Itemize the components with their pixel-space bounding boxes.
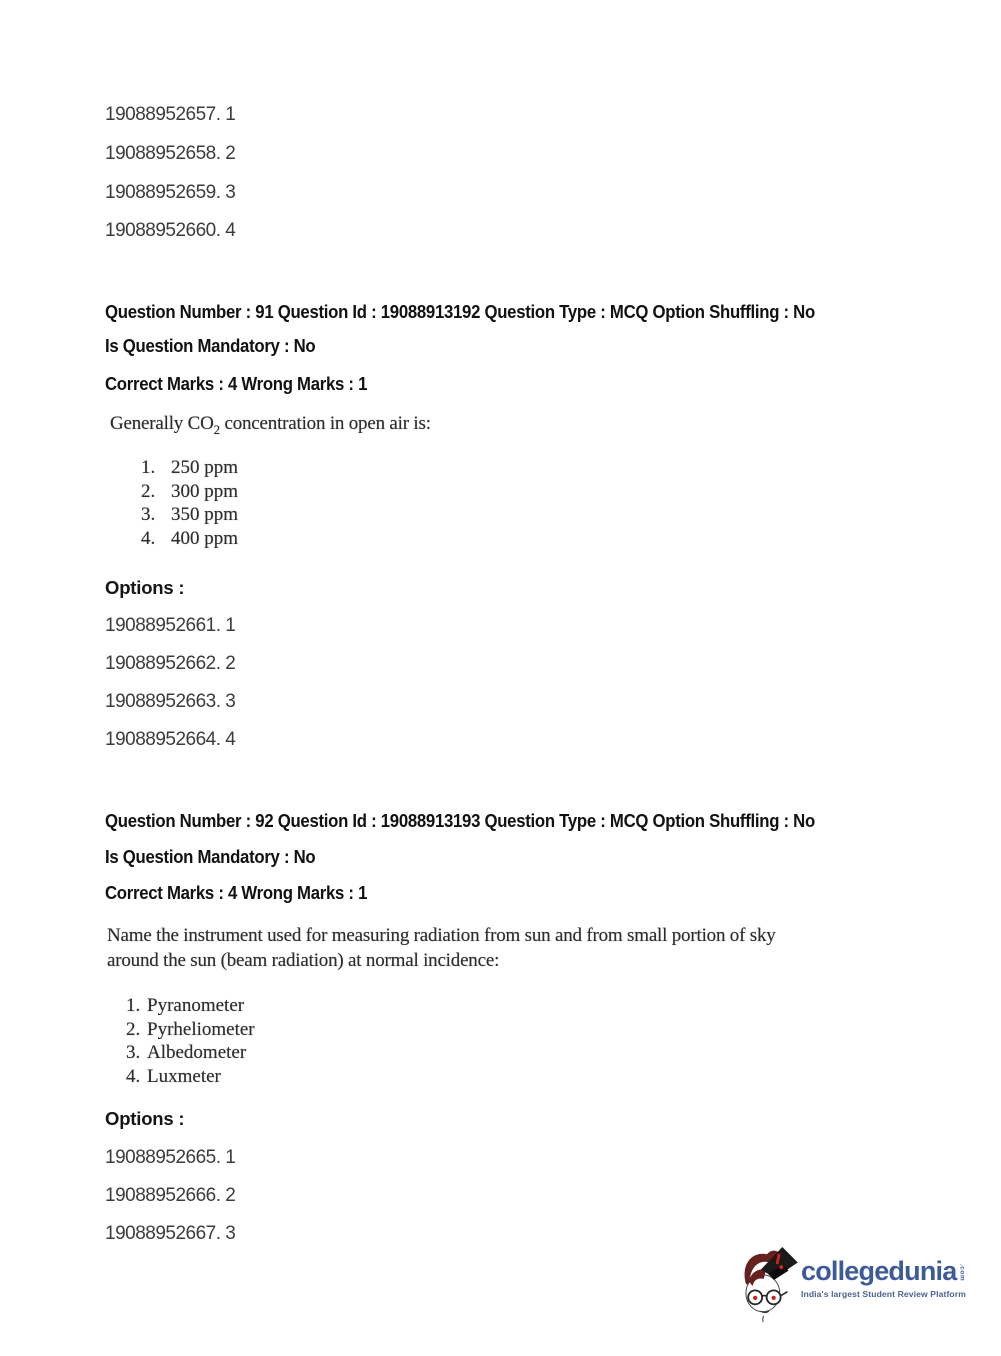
option-id-row: 19088952665. 1 xyxy=(105,1147,236,1168)
question-92-mandatory-line: Is Question Mandatory : No xyxy=(105,847,316,867)
choice-row: 4. 400 ppm xyxy=(141,527,239,549)
question-92-options-label: Options : xyxy=(105,1108,185,1129)
question-91-options-label: Options : xyxy=(105,577,185,598)
choice-row: 2. 300 ppm xyxy=(141,480,239,502)
choice-row: 1. Pyranometer xyxy=(126,995,245,1016)
option-id-row: 19088952658. 2 xyxy=(105,143,236,164)
option-id-row: 19088952663. 3 xyxy=(105,691,236,712)
option-id-row: 19088952661. 1 xyxy=(105,615,236,636)
question-91-marks-line: Correct Marks : 4 Wrong Marks : 1 xyxy=(105,374,368,394)
choice-row: 1. 250 ppm xyxy=(141,457,239,478)
option-id-row: 19088952666. 2 xyxy=(105,1185,236,1206)
choice-row: 4. Luxmeter xyxy=(126,1065,221,1087)
collegedunia-logo-text xyxy=(801,1256,966,1299)
option-id-row: 19088952660. 4 xyxy=(105,220,236,241)
option-id-row: 19088952667. 3 xyxy=(105,1223,236,1244)
brand-tagline: India's largest Student Review Platform xyxy=(801,1289,966,1299)
question-91-stem: Generally $CO_2$ concentration in open air is: xyxy=(110,413,431,437)
question-92-header-line: Question Number : 92 Question Id : 19088913193 Question Type : MCQ Option Shuffling : No xyxy=(105,811,815,831)
question-91-choices xyxy=(141,456,238,550)
collegedunia-logo[interactable] xyxy=(740,1243,980,1329)
choice-row: 2. Pyrheliometer xyxy=(126,1018,255,1040)
brand-domain-suffix: .com xyxy=(958,1264,966,1282)
collegedunia-mascot-icon xyxy=(740,1245,798,1323)
question-92-choices xyxy=(126,994,255,1088)
choice-row: 3. 350 ppm xyxy=(141,504,239,525)
option-id-row: 19088952659. 3 xyxy=(105,182,236,203)
option-id-row: 19088952662. 2 xyxy=(105,653,236,674)
option-id-row: 19088952664. 4 xyxy=(105,729,236,750)
option-id-row: 19088952657. 1 xyxy=(105,104,236,125)
question-91-header-line: Question Number : 91 Question Id : 19088913192 Question Type : MCQ Option Shuffling : No xyxy=(105,302,815,322)
question-91-mandatory-line: Is Question Mandatory : No xyxy=(105,336,316,356)
question-92-stem: Name the instrument used for measuring radiation from sun and from small portion of sky around the sun (beam radiation) at normal incidence: xyxy=(107,925,776,971)
question-92-marks-line: Correct Marks : 4 Wrong Marks : 1 xyxy=(105,883,368,903)
choice-row: 3. Albedometer xyxy=(126,1042,247,1063)
brand-wordmark: collegedunia xyxy=(801,1256,957,1286)
